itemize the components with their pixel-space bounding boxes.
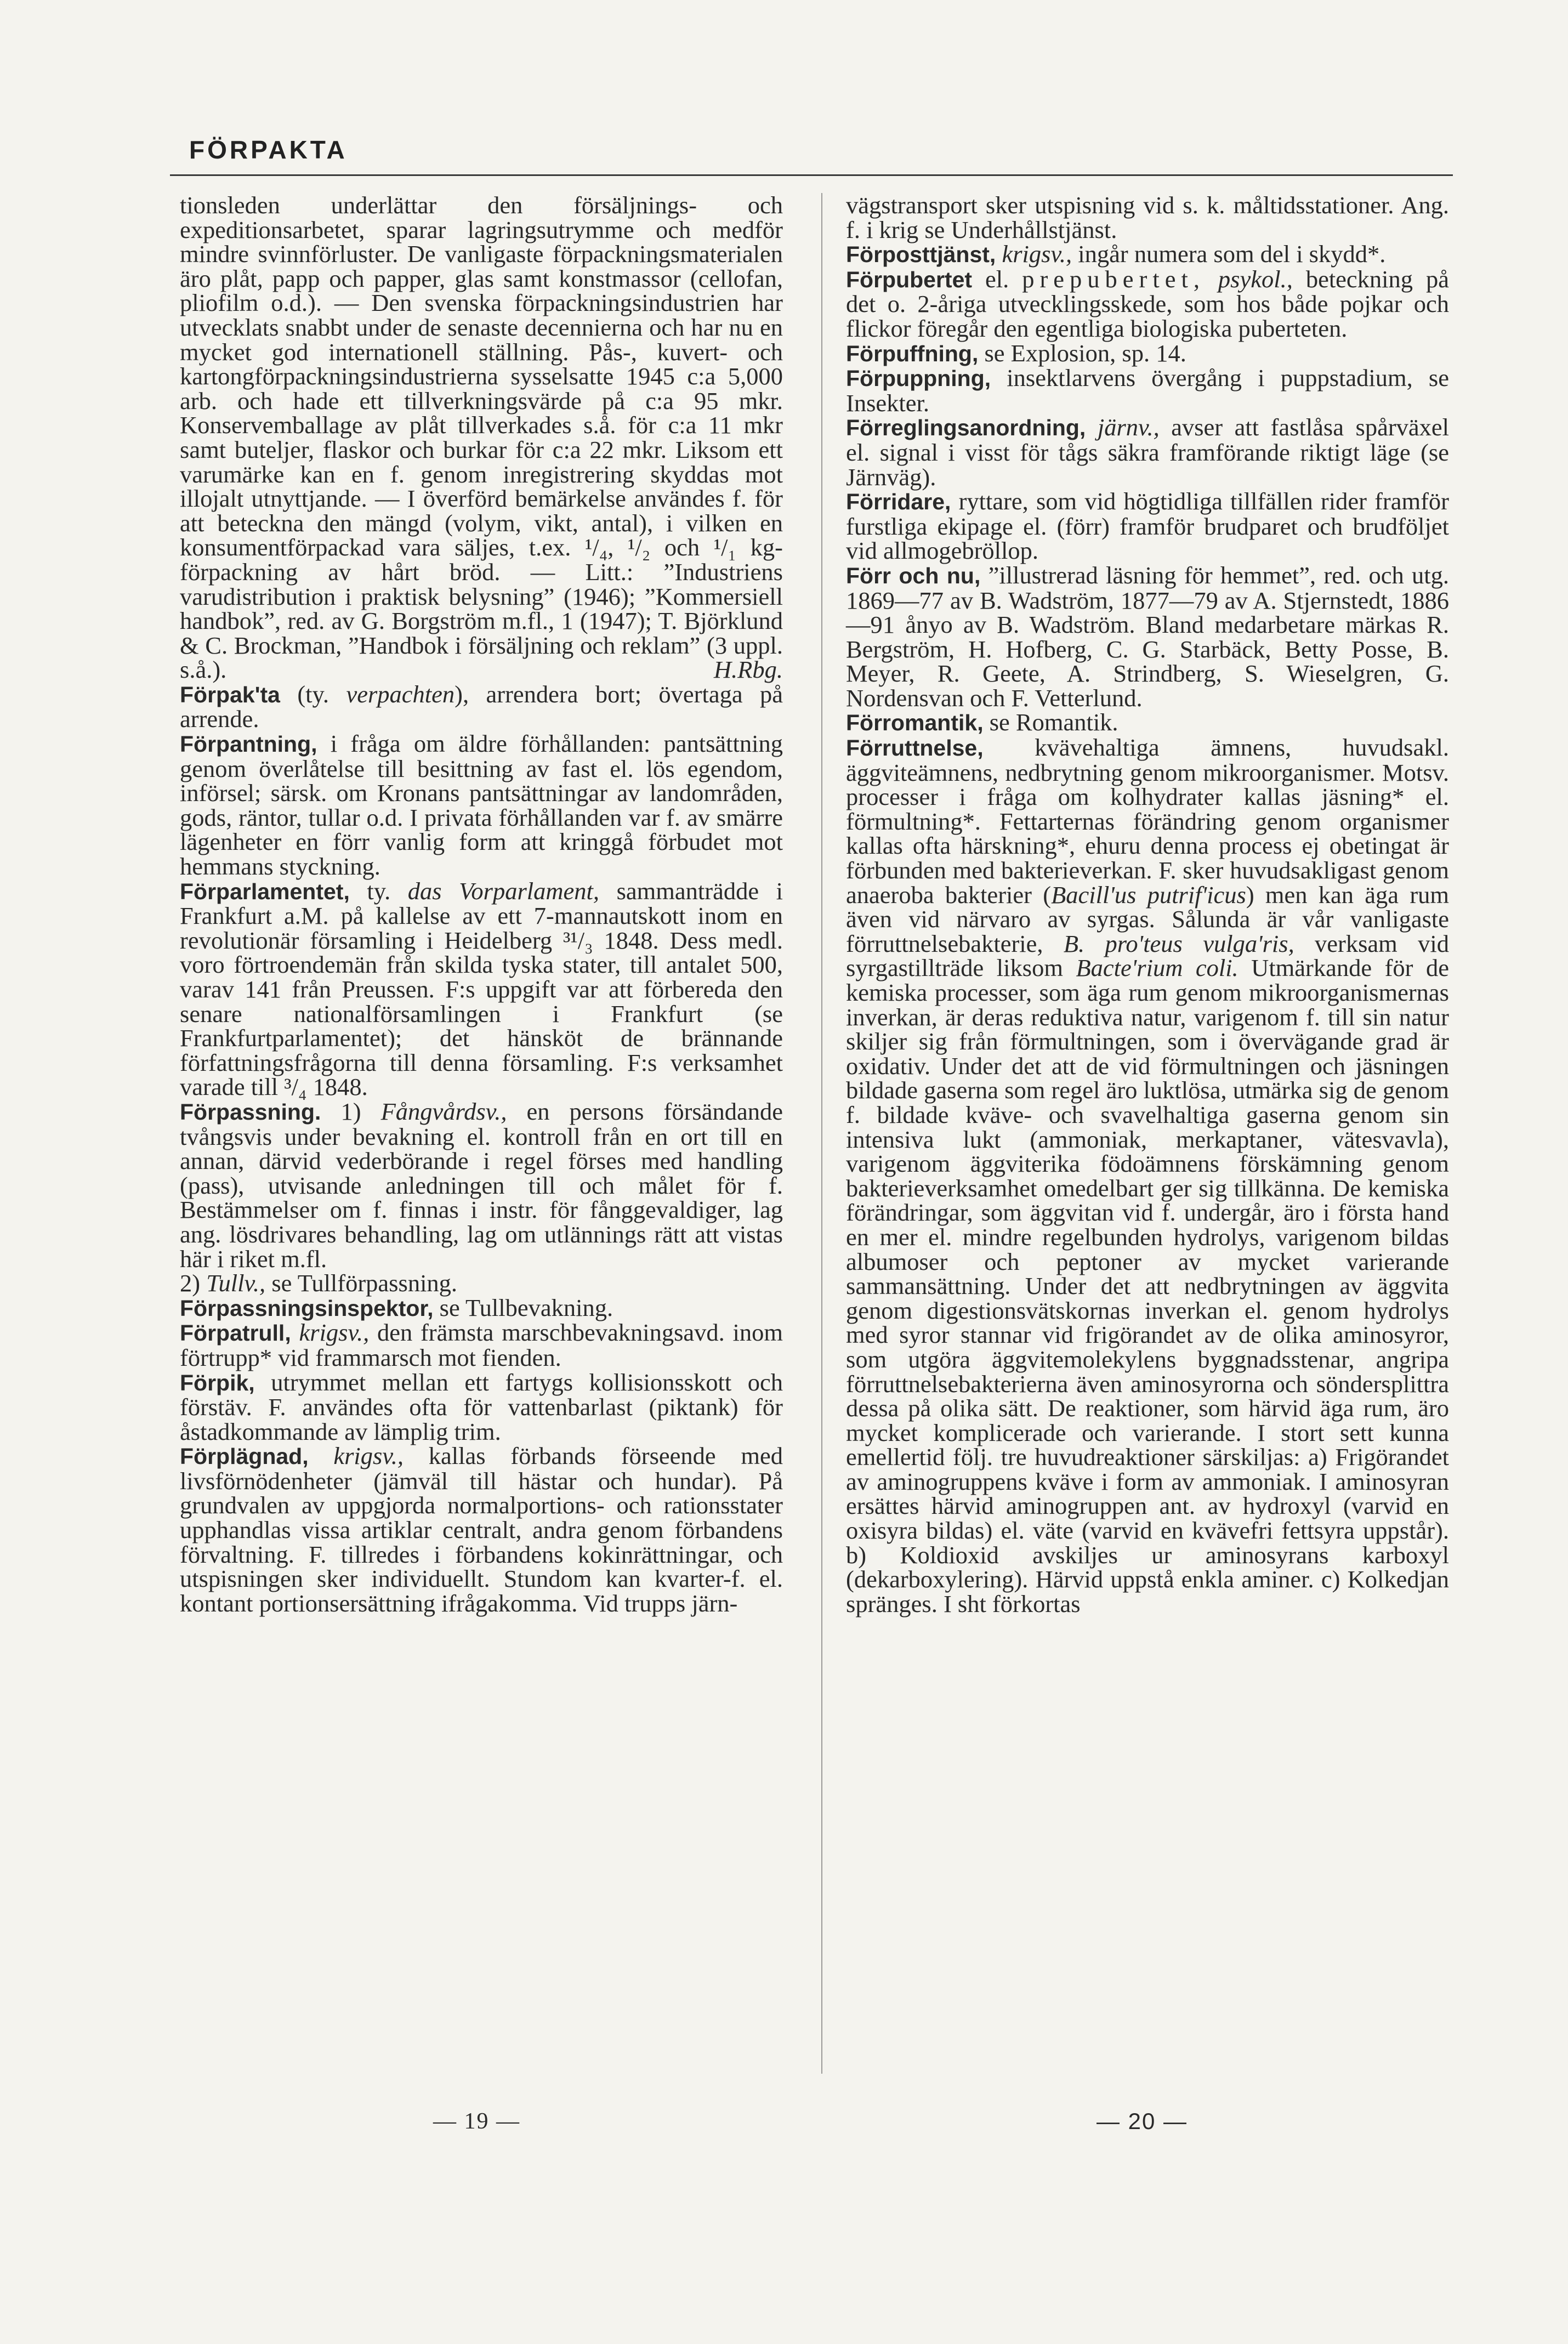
entry-italic: Tullv., bbox=[206, 1269, 266, 1297]
continued-text: vägstransport sker utspisning vid s. k. måltidsstationer. Ang. f. i krig se Underhållstjänst. bbox=[846, 191, 1449, 243]
entry-forparlamentet bbox=[180, 879, 783, 1099]
entry-forplagnad bbox=[180, 1444, 783, 1615]
entry-forreglingsanordning bbox=[846, 415, 1449, 489]
entry-text: kallas förbands förseende med livsförnödenheter (jämväl till hästar och hundar). På grundvalen av uppgjorda normalportions- och rationsstater upphandlas vissa artiklar centralt, andra genom förbandens förvaltning. F. tillredes i förbandens kokinrättningar, och utspisningen sker individuellt. Stundom kan kvarter-f. el. kontant portionsersättning ifrågakomma. Vid trupps järn- bbox=[180, 1442, 783, 1617]
entry-text: kvävehaltiga ämnens, huvudsakl. äggviteämnens, nedbrytning genom mikroorganismer. Motsv. processer i fråga om kolhydrater kallas jäsning* el. förmultning*. Fettarternas förändring genom organismer kallas ofta härskning*, ehuru denna process ej obetingat är förbunden med bakterieverkan. F. sker huvudsakligast genom anaeroba bakterier ( bbox=[846, 734, 1449, 909]
entry-italic: krigsv., bbox=[1002, 240, 1072, 268]
entry-italic: krigsv., bbox=[299, 1319, 370, 1347]
entry-italic: järnv., bbox=[1097, 413, 1160, 441]
entry-italic: das Vorparlament, bbox=[407, 877, 600, 905]
entry-text bbox=[309, 1442, 334, 1469]
headword: Förpassning. bbox=[180, 1099, 321, 1125]
entry-text: ) men kan äga rum även vid närvaro av syrgas. Sålunda är vår vanligaste förruttnelsebakterie, bbox=[846, 881, 1450, 957]
headword: Förromantik, bbox=[846, 710, 984, 736]
headword: Förpuppning, bbox=[846, 366, 991, 391]
entry-text bbox=[1205, 265, 1218, 293]
entry-forruttnelse bbox=[846, 735, 1449, 1616]
entry-text: beteckning på det o. 2-åriga utvecklingsskede, som hos både pojkar och flickor föregår den egentliga biologiska puberteten. bbox=[846, 265, 1450, 342]
entry-text: i fråga om äldre förhållanden: pantsättning genom överlåtelse till besittning av fast el. lös egendom, införsel; särsk. om Kronans pantsättningar av landområden, gods, räntor, tullar o.d. I privata förhållanden var f. av smärre lägenheter en förr vanlig form att kringgå förbudet mot hemmans styckning. bbox=[180, 730, 783, 881]
entry-italic: Fångvårdsv., bbox=[380, 1097, 507, 1125]
entry-continuation bbox=[846, 193, 1449, 242]
entry-forpassning-2 bbox=[180, 1271, 783, 1296]
entry-text: 2) bbox=[180, 1269, 207, 1297]
entry-text: utrymmet mellan ett fartygs kollisionsskott och förstäv. F. användes ofta för vattenbarlast (piktank) för åstadkommande av lämplig trim. bbox=[180, 1368, 783, 1445]
entry-text bbox=[1086, 413, 1098, 441]
left-column bbox=[180, 193, 783, 1615]
entry-italic: verpachten bbox=[346, 680, 455, 708]
entry-text: en persons försändande tvångsvis under bevakning el. kontroll från en ort till en annan, därvid vederbörande i regel förses med handling (pass), utvisande anledningen till och målet för f. Bestämmelser om f. finnas i instr. för fånggevaldiger, lag ang. lösdrivares behandling, lag om utlännings rätt att vistas här i riket m.fl. bbox=[180, 1097, 783, 1273]
entry-text: Utmärkande för de kemiska processer, som äga rum genom mikroorganismernas inverkan, är deras reduktiva natur, varigenom f. till sin natur skiljer sig från förmultningen, som i övervägande grad är oxidativ. Under det att de vid förmultningen och jäsningen bildade gaserna som regel äro luktlösa, utmärka sig de genom f. bildade kväve- och svavelhaltiga gaserna genom sin intensiva lukt (ammoniak, merkaptaner, vätesvavla), varigenom äggviterika födoämnens förskämning genom bakterieverksamhet omedelbart ger sig tillkänna. De kemiska förändringar, som äggvitan vid f. undergår, äro i första hand en mer el. mindre regelbunden hydrolys, varigenom bildas albumoser och peptoner av mycket varierande sammansättning. Under det att nedbrytningen av äggvita genom digestionsvätskornas inverkan el. genom hydrolys med syror stannar vid frigörandet av de olika aminosyror, som utgöra äggvitemolekylens byggnadsstenar, angripa förruttnelsebakterierna även aminosyrorna och söndersplittra dessa på olika sätt. De reaktioner, som härvid äga rum, äro mycket komplicerade och varierande. I stort sett kunna emellertid följ. tre huvudreaktioner särskiljas: a) Frigörandet av aminogruppens kväve i form av ammoniak. I aminosyran ersättes härvid aminogruppen ant. av hydroxyl (varvid en oxisyra bildas) el. väte (varvid en kvävefri fettsyra uppstår). b) Koldioxid avskiljes ur aminosyrans karboxyl (dekarboxylering). Härvid uppstå enkla aminer. c) Kolkedjan spränges. I sht förkortas bbox=[846, 954, 1449, 1617]
entry-text: ty. bbox=[349, 877, 408, 905]
entry-text: se Tullförpassning. bbox=[265, 1269, 458, 1297]
headword: Förpantning, bbox=[180, 731, 317, 757]
entry-forpuppning bbox=[846, 366, 1449, 415]
headword: Förposttjänst, bbox=[846, 242, 996, 268]
entry-forposttjanst bbox=[846, 242, 1449, 267]
entry-text: sammanträdde i Frankfurt a.M. på kallelse av ett 7-mannautskott inom en revolutionär församling i Heidelberg ³¹/₃ 1848. Dess medl. voro förtroendemän från skilda tyska stater, till antalet 500, varav 141 från Preussen. F:s uppgift var att förbereda den senare nationalförsamlingen i Frankfurt (se Frankfurtparlamentet); det hänsköt de brännande författningsfrågorna till denna församling. F:s verksamhet varade till ³/₄ 1848. bbox=[180, 877, 783, 1101]
entry-text bbox=[291, 1319, 299, 1346]
entry-forpatrull bbox=[180, 1320, 783, 1370]
author-signature: H.Rbg. bbox=[713, 656, 783, 684]
right-column bbox=[846, 193, 1449, 1616]
entry-text: se Romantik. bbox=[983, 708, 1118, 736]
entry-text: verksam vid syrgastillträde liksom bbox=[846, 929, 1449, 982]
entry-text: se Explosion, sp. 14. bbox=[978, 339, 1186, 367]
entry-text: ), arrendera bort; övertaga på arrende. bbox=[180, 680, 783, 733]
headword: Förpubertet bbox=[846, 266, 973, 292]
entry-text: avser att fastlåsa spårväxel el. signal i visst för tågs säkra framförande riktigt läge (se Järnväg). bbox=[846, 413, 1449, 491]
headword: Förreglingsanordning, bbox=[846, 415, 1086, 441]
entry-text: se Tullbevakning. bbox=[433, 1293, 613, 1321]
entry-text: den främsta marschbevakningsavd. inom förtrupp* vid frammarsch mot fienden. bbox=[180, 1319, 783, 1371]
entry-forpakta bbox=[180, 682, 783, 731]
entry-forpuffning bbox=[846, 341, 1449, 366]
entry-forridare bbox=[846, 489, 1449, 563]
entry-text: ”illustrerad läsning för hemmet”, red. och utg. 1869—77 av B. Wadström, 1877—79 av A. Stjernstedt, 1886—91 ånyo av B. Wadström. Bland medarbetare märkas R. Bergström, H. Hofberg, C. G. Starbäck, Betty Posse, B. Meyer, R. Geete, A. Strindberg, S. Wieselgren, G. Nordensvan och F. Vetterlund. bbox=[846, 561, 1449, 712]
headword: Förpatrull, bbox=[180, 1320, 291, 1346]
entry-forromantik bbox=[846, 710, 1449, 735]
entry-italic: krigsv., bbox=[333, 1442, 404, 1470]
entry-continuation bbox=[180, 193, 783, 682]
headword: Förpik, bbox=[180, 1370, 255, 1395]
entry-text: ingår numera som del i skydd*. bbox=[1072, 240, 1386, 268]
entry-text: el. bbox=[972, 265, 1022, 293]
continued-text: tionsleden underlättar den försäljnings- och expeditionsarbetet, sparar lagringsutrymme och medför mindre svinnförluster. De vanligaste förpackningsmaterialen äro plåt, papp och papper, glas samt konstmassor (cellofan, pliofilm o.d.). — Den svenska förpackningsindustrien har utvecklats snabbt under de senaste decennierna och har nu en mycket god internationell ställning. Pås-, kuvert- och kartongförpackningsindustrierna sysselsatte 1945 c:a 5,000 arb. och hade ett tillverkningsvärde på c:a 95 mkr. Konservemballage av plåt tillverkades s.å. för c:a 11 mkr samt buteljer, flaskor och burkar för c:a 22 mkr. Liksom ett varumärke kan en f. genom inregistrering skyddas mot illojalt utnyttjande. — I överförd bemärkelse användes f. för att beteckna den mängd (volym, vikt, antal), i vilken en konsumentförpackad vara säljes, t.ex. ¹/₄, ¹/₂ och ¹/₁ kg-förpackning av hårt bröd. — Litt.: ”Industriens varudistribution i praktisk belysning” (1946); ”Kommersiell handbok”, red. av G. Borgström m.fl., 1 (1947); T. Björklund & C. Brockman, ”Handbok i försäljning och reklam” (3 uppl. s.å.). bbox=[180, 191, 783, 684]
entry-forpassning bbox=[180, 1099, 783, 1271]
entry-text: 1) bbox=[321, 1097, 381, 1125]
headword: Förr och nu, bbox=[846, 563, 981, 588]
entry-forpantning bbox=[180, 731, 783, 879]
running-head: FÖRPAKTA bbox=[189, 135, 348, 164]
entry-text: (ty. bbox=[280, 680, 346, 708]
column-divider bbox=[821, 193, 822, 2074]
headword: Förpak'ta bbox=[180, 682, 280, 707]
entry-forr-och-nu bbox=[846, 563, 1449, 711]
entry-italic: psykol., bbox=[1218, 265, 1293, 293]
page-number-right: — 20 — bbox=[1097, 2108, 1188, 2134]
entry-spaced-text: prepubertet, bbox=[1022, 265, 1205, 293]
entry-italic: B. pro'teus vulga'ris, bbox=[1063, 929, 1294, 957]
headword: Förpuffning, bbox=[846, 340, 979, 366]
entry-text bbox=[996, 240, 1002, 268]
headword: Förplägnad, bbox=[180, 1444, 309, 1469]
headword: Förpassningsinspektor, bbox=[180, 1295, 434, 1321]
entry-text: ryttare, som vid högtidliga tillfällen rider framför furstliga ekipage el. (förr) framför brudparet och brudföljet vid allmogebröllop. bbox=[846, 487, 1449, 565]
entry-italic: Bacte'rium coli. bbox=[1076, 954, 1239, 982]
headword: Förparlamentet, bbox=[180, 878, 350, 904]
entry-forpik bbox=[180, 1370, 783, 1444]
headword: Förruttnelse, bbox=[846, 735, 984, 761]
entry-italic: Bacill'us putrif'icus bbox=[1051, 881, 1246, 909]
entry-text: insektlarvens övergång i puppstadium, se Insekter. bbox=[846, 364, 1449, 417]
headword: Förridare, bbox=[846, 489, 951, 515]
entry-forpassningsinspektor bbox=[180, 1293, 783, 1321]
header-rule bbox=[170, 174, 1453, 176]
page-number-left: — 19 — bbox=[433, 2109, 520, 2134]
entry-forpubertet bbox=[846, 267, 1449, 341]
